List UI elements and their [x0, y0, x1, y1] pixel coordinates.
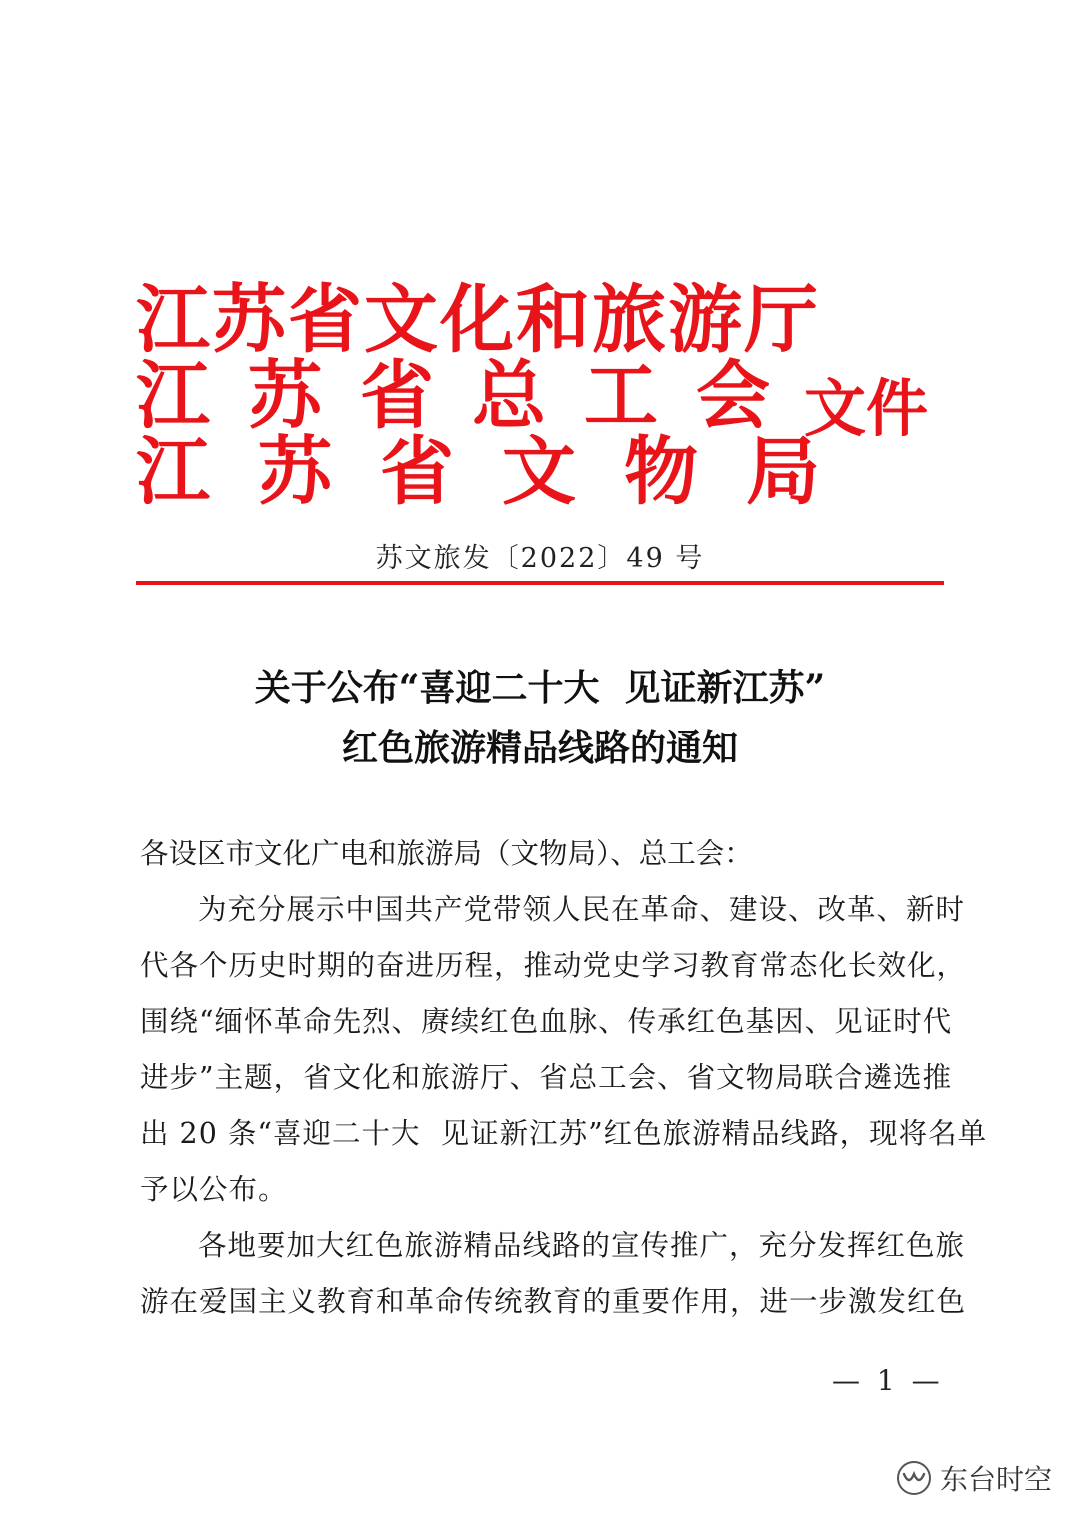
document-body — [140, 826, 988, 1330]
watermark-text: 东台时空 — [940, 1463, 1053, 1496]
salutation: 各设区市文化广电和旅游局（文物局）、总工会： — [140, 837, 753, 870]
red-divider — [136, 581, 944, 585]
paragraph-line: 游在爱国主义教育和革命传统教育的重要作用，进一步激发红色 — [140, 1285, 967, 1318]
paragraph-1 — [140, 882, 988, 1218]
document-title — [0, 658, 1080, 778]
issuer-trade-union: 江苏省总工会 — [136, 353, 808, 439]
paragraph-line: 予以公布。 — [140, 1173, 288, 1206]
title-line-1: 关于公布“喜迎二十大 见证新江苏” — [254, 667, 826, 709]
masthead-suffix: 文件 — [804, 372, 929, 445]
wechat-channel-icon — [896, 1460, 932, 1496]
paragraph-2 — [140, 1218, 967, 1330]
issuer-culture-tourism: 江苏省文化和旅游厅 — [136, 277, 820, 363]
issuer-cultural-relics: 江苏省文物局 — [136, 429, 868, 515]
paragraph-line: 各地要加大红色旅游精品线路的宣传推广，充分发挥红色旅 — [198, 1229, 966, 1262]
paragraph-line: 代各个历史时期的奋进历程，推动党史学习教育常态化长效化， — [140, 949, 967, 982]
page-number: — 1 — — [832, 1364, 944, 1397]
paragraph-line: 进步”主题，省文化和旅游厅、省总工会、省文物局联合遴选推 — [140, 1061, 953, 1094]
title-line-2: 红色旅游精品线路的通知 — [341, 727, 738, 769]
paragraph-line: 围绕“缅怀革命先烈、赓续红色血脉、传承红色基因、见证时代 — [140, 1005, 953, 1038]
paragraph-line: 出 20 条“喜迎二十大 见证新江苏”红色旅游精品线路，现将名单 — [140, 1117, 988, 1150]
source-watermark — [896, 1458, 1052, 1498]
paragraph-line: 为充分展示中国共产党带领人民在革命、建设、改革、新时 — [198, 893, 966, 926]
document-number: 苏文旅发〔2022〕49 号 — [375, 543, 705, 574]
red-masthead — [136, 277, 946, 515]
